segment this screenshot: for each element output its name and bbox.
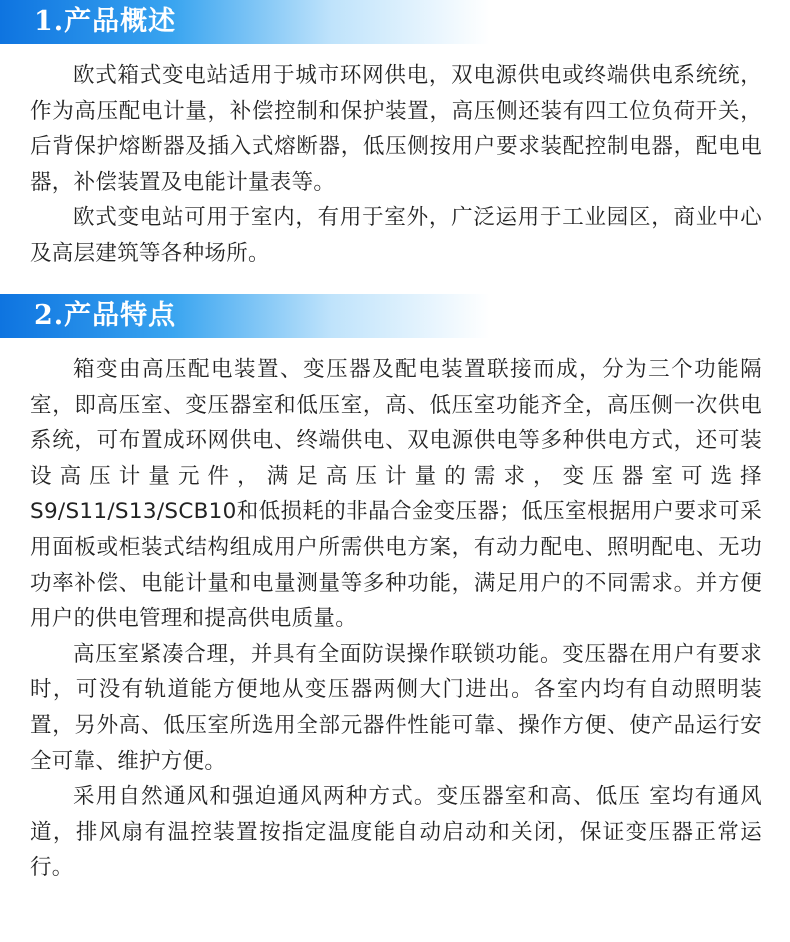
section-body-overview xyxy=(30,58,762,272)
features-paragraph-3: 采用自然通风和强迫通风两种方式。变压器室和高、低压 室均有通风道，排风扇有温控装置按指定温度能自动启动和关闭，保证变压器正常运行。 xyxy=(30,784,762,881)
features-paragraph-1: 箱变由高压配电装置、变压器及配电装置联接而成，分为三个功能隔室，即高压室、变压器室和低压室，高、低压室功能齐全，高压侧一次供电系统，可布置成环网供电、终端供电、双电源供电等多种供电方式，还可装设高压计量元件，满足高压计量的需求，变压器室可选择S9/S11/S13/SCB10和低损耗的非晶合金变压器；低压室根据用户要求可采用面板或柜装式结构组成用户所需供电方案，有动力配电、照明配电、无功功率补偿、电能计量和电量测量等多种功能，满足用户的不同需求。并方便用户的供电管理和提高供电质量。 xyxy=(30,357,762,632)
overview-paragraph-1: 欧式箱式变电站适用于城市环网供电，双电源供电或终端供电系统统，作为高压配电计量，补偿控制和保护装置，高压侧还装有四工位负荷开关，后背保护熔断器及插入式熔断器，低压侧按用户要求装配控制电器，配电电器，补偿装置及电能计量表等。 xyxy=(30,63,762,195)
section-title-overview: 1.产品概述 xyxy=(34,6,177,37)
section-header-features xyxy=(0,294,790,338)
section-title-features: 2.产品特点 xyxy=(34,300,177,331)
section-body-features xyxy=(30,352,762,886)
section-header-overview xyxy=(0,0,790,44)
overview-paragraph-2: 欧式变电站可用于室内，有用于室外，广泛运用于工业园区，商业中心及高层建筑等各种场所。 xyxy=(30,205,762,266)
features-paragraph-2: 高压室紧凑合理，并具有全面防误操作联锁功能。变压器在用户有要求时，可没有轨道能方便地从变压器两侧大门进出。各室内均有自动照明装置，另外高、低压室所选用全部元器件性能可靠、操作方便、使产品运行安全可靠、维护方便。 xyxy=(30,641,762,774)
